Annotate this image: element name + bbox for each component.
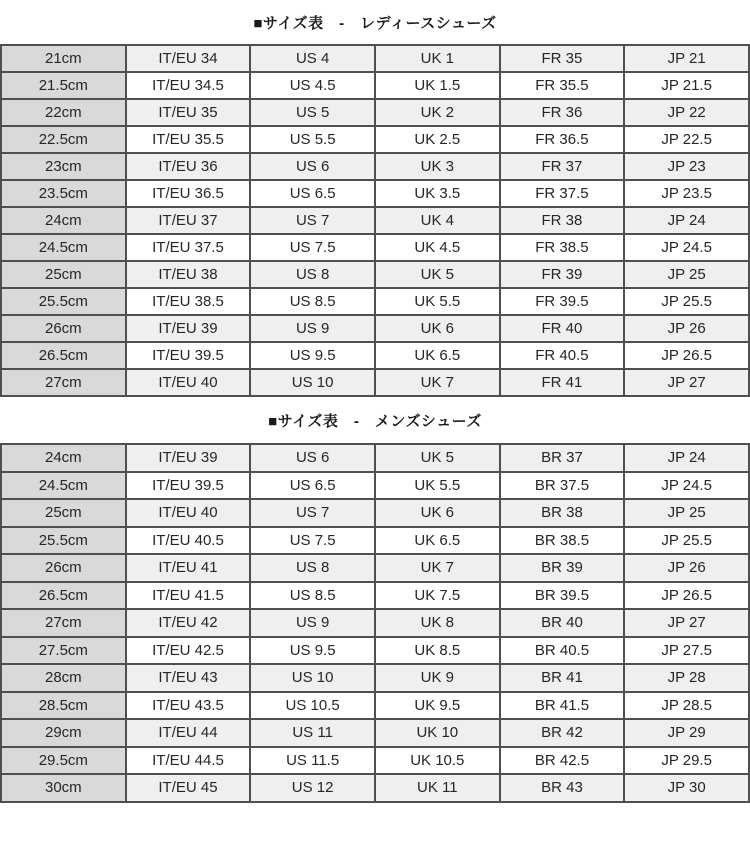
size-value-cell: IT/EU 41.5 [126, 582, 251, 610]
size-value-cell: JP 29.5 [624, 747, 749, 775]
size-cm-cell: 22.5cm [1, 126, 126, 153]
size-value-cell: BR 40 [500, 609, 625, 637]
size-value-cell: FR 41 [500, 369, 625, 396]
size-value-cell: UK 4.5 [375, 234, 500, 261]
table-row [1, 315, 749, 342]
size-value-cell: FR 36 [500, 99, 625, 126]
size-value-cell: IT/EU 43 [126, 664, 251, 692]
size-value-cell: US 8.5 [250, 582, 375, 610]
size-value-cell: JP 27 [624, 609, 749, 637]
size-value-cell: UK 6 [375, 499, 500, 527]
size-value-cell: US 8 [250, 261, 375, 288]
size-value-cell: IT/EU 40.5 [126, 527, 251, 555]
size-value-cell: JP 26 [624, 554, 749, 582]
size-cm-cell: 25cm [1, 499, 126, 527]
size-value-cell: US 10 [250, 664, 375, 692]
size-value-cell: FR 40.5 [500, 342, 625, 369]
size-value-cell: JP 24 [624, 444, 749, 472]
size-value-cell: JP 24 [624, 207, 749, 234]
size-value-cell: JP 21 [624, 45, 749, 72]
size-value-cell: BR 39 [500, 554, 625, 582]
table-row [1, 774, 749, 802]
size-value-cell: IT/EU 42 [126, 609, 251, 637]
size-value-cell: IT/EU 36.5 [126, 180, 251, 207]
size-value-cell: FR 35 [500, 45, 625, 72]
size-value-cell: US 9.5 [250, 637, 375, 665]
size-value-cell: UK 1 [375, 45, 500, 72]
size-value-cell: BR 37 [500, 444, 625, 472]
size-value-cell: IT/EU 41 [126, 554, 251, 582]
table-row [1, 180, 749, 207]
size-value-cell: UK 5 [375, 444, 500, 472]
table-row [1, 499, 749, 527]
size-cm-cell: 25.5cm [1, 527, 126, 555]
size-value-cell: US 5 [250, 99, 375, 126]
size-value-cell: JP 30 [624, 774, 749, 802]
size-value-cell: FR 40 [500, 315, 625, 342]
size-value-cell: JP 26.5 [624, 342, 749, 369]
size-cm-cell: 24cm [1, 444, 126, 472]
size-value-cell: UK 7.5 [375, 582, 500, 610]
table-row [1, 369, 749, 396]
size-value-cell: JP 28 [624, 664, 749, 692]
size-value-cell: IT/EU 34 [126, 45, 251, 72]
size-value-cell: UK 10.5 [375, 747, 500, 775]
size-value-cell: US 11.5 [250, 747, 375, 775]
size-value-cell: US 7 [250, 207, 375, 234]
table-row [1, 99, 749, 126]
size-value-cell: UK 6.5 [375, 342, 500, 369]
table-row [1, 153, 749, 180]
size-cm-cell: 26cm [1, 554, 126, 582]
size-value-cell: IT/EU 39 [126, 315, 251, 342]
table-row [1, 342, 749, 369]
size-value-cell: BR 41 [500, 664, 625, 692]
size-cm-cell: 21.5cm [1, 72, 126, 99]
table-row [1, 719, 749, 747]
size-value-cell: BR 37.5 [500, 472, 625, 500]
size-value-cell: FR 36.5 [500, 126, 625, 153]
size-value-cell: IT/EU 45 [126, 774, 251, 802]
size-value-cell: JP 21.5 [624, 72, 749, 99]
table-row [1, 664, 749, 692]
size-value-cell: US 6 [250, 444, 375, 472]
size-value-cell: BR 40.5 [500, 637, 625, 665]
size-value-cell: IT/EU 44.5 [126, 747, 251, 775]
size-value-cell: UK 5.5 [375, 288, 500, 315]
size-cm-cell: 25cm [1, 261, 126, 288]
size-value-cell: US 5.5 [250, 126, 375, 153]
size-cm-cell: 28cm [1, 664, 126, 692]
size-value-cell: US 10.5 [250, 692, 375, 720]
size-value-cell: IT/EU 43.5 [126, 692, 251, 720]
size-value-cell: IT/EU 38.5 [126, 288, 251, 315]
table-row [1, 444, 749, 472]
size-value-cell: UK 7 [375, 369, 500, 396]
size-cm-cell: 27.5cm [1, 637, 126, 665]
size-value-cell: US 4.5 [250, 72, 375, 99]
size-value-cell: BR 42 [500, 719, 625, 747]
size-value-cell: US 11 [250, 719, 375, 747]
size-value-cell: BR 38 [500, 499, 625, 527]
size-value-cell: UK 2.5 [375, 126, 500, 153]
size-value-cell: UK 9 [375, 664, 500, 692]
size-value-cell: BR 39.5 [500, 582, 625, 610]
size-value-cell: JP 26.5 [624, 582, 749, 610]
size-value-cell: BR 38.5 [500, 527, 625, 555]
size-cm-cell: 29.5cm [1, 747, 126, 775]
size-value-cell: JP 25.5 [624, 527, 749, 555]
size-value-cell: UK 4 [375, 207, 500, 234]
size-value-cell: UK 5 [375, 261, 500, 288]
size-value-cell: JP 27 [624, 369, 749, 396]
size-value-cell: IT/EU 37 [126, 207, 251, 234]
size-value-cell: JP 24.5 [624, 472, 749, 500]
table-row [1, 261, 749, 288]
table-row [1, 72, 749, 99]
size-value-cell: UK 8.5 [375, 637, 500, 665]
size-value-cell: IT/EU 40 [126, 499, 251, 527]
size-cm-cell: 27cm [1, 369, 126, 396]
ladies-size-table-title: ■サイズ表 - レディースシューズ [253, 14, 497, 32]
size-value-cell: US 10 [250, 369, 375, 396]
table-row [1, 527, 749, 555]
size-value-cell: JP 22 [624, 99, 749, 126]
size-value-cell: US 6.5 [250, 472, 375, 500]
size-value-cell: UK 5.5 [375, 472, 500, 500]
size-value-cell: FR 37 [500, 153, 625, 180]
size-value-cell: JP 25 [624, 261, 749, 288]
size-value-cell: IT/EU 44 [126, 719, 251, 747]
size-value-cell: FR 37.5 [500, 180, 625, 207]
size-value-cell: IT/EU 39 [126, 444, 251, 472]
size-value-cell: US 6.5 [250, 180, 375, 207]
size-value-cell: IT/EU 34.5 [126, 72, 251, 99]
size-value-cell: US 9 [250, 609, 375, 637]
size-cm-cell: 29cm [1, 719, 126, 747]
size-cm-cell: 21cm [1, 45, 126, 72]
size-value-cell: JP 24.5 [624, 234, 749, 261]
size-value-cell: UK 11 [375, 774, 500, 802]
size-value-cell: JP 28.5 [624, 692, 749, 720]
size-value-cell: BR 41.5 [500, 692, 625, 720]
size-value-cell: JP 29 [624, 719, 749, 747]
size-cm-cell: 28.5cm [1, 692, 126, 720]
size-value-cell: US 9.5 [250, 342, 375, 369]
table-row [1, 234, 749, 261]
size-value-cell: FR 39.5 [500, 288, 625, 315]
size-value-cell: US 6 [250, 153, 375, 180]
size-value-cell: UK 6.5 [375, 527, 500, 555]
size-value-cell: FR 38 [500, 207, 625, 234]
table-row [1, 472, 749, 500]
size-value-cell: IT/EU 36 [126, 153, 251, 180]
size-value-cell: BR 42.5 [500, 747, 625, 775]
size-value-cell: UK 3.5 [375, 180, 500, 207]
table-row [1, 609, 749, 637]
size-value-cell: IT/EU 38 [126, 261, 251, 288]
table-row [1, 554, 749, 582]
size-value-cell: UK 2 [375, 99, 500, 126]
size-value-cell: JP 23 [624, 153, 749, 180]
size-value-cell: UK 10 [375, 719, 500, 747]
size-value-cell: IT/EU 39.5 [126, 472, 251, 500]
size-value-cell: US 7.5 [250, 527, 375, 555]
mens-size-table [0, 443, 750, 803]
table-row [1, 207, 749, 234]
size-value-cell: JP 25 [624, 499, 749, 527]
size-value-cell: FR 35.5 [500, 72, 625, 99]
size-value-cell: JP 27.5 [624, 637, 749, 665]
size-value-cell: UK 6 [375, 315, 500, 342]
size-value-cell: IT/EU 35 [126, 99, 251, 126]
table-row [1, 126, 749, 153]
size-value-cell: US 8.5 [250, 288, 375, 315]
size-value-cell: IT/EU 37.5 [126, 234, 251, 261]
table-row [1, 45, 749, 72]
size-cm-cell: 23.5cm [1, 180, 126, 207]
size-cm-cell: 26.5cm [1, 582, 126, 610]
table-row [1, 637, 749, 665]
size-cm-cell: 23cm [1, 153, 126, 180]
size-cm-cell: 30cm [1, 774, 126, 802]
size-value-cell: US 7 [250, 499, 375, 527]
size-value-cell: US 8 [250, 554, 375, 582]
size-cm-cell: 27cm [1, 609, 126, 637]
size-value-cell: JP 25.5 [624, 288, 749, 315]
size-cm-cell: 26.5cm [1, 342, 126, 369]
size-cm-cell: 24.5cm [1, 472, 126, 500]
size-value-cell: FR 38.5 [500, 234, 625, 261]
size-value-cell: UK 7 [375, 554, 500, 582]
size-cm-cell: 24cm [1, 207, 126, 234]
size-cm-cell: 25.5cm [1, 288, 126, 315]
size-value-cell: IT/EU 42.5 [126, 637, 251, 665]
table-row [1, 582, 749, 610]
size-value-cell: US 12 [250, 774, 375, 802]
size-value-cell: IT/EU 40 [126, 369, 251, 396]
ladies-size-table [0, 44, 750, 397]
size-value-cell: UK 9.5 [375, 692, 500, 720]
size-value-cell: IT/EU 39.5 [126, 342, 251, 369]
size-value-cell: IT/EU 35.5 [126, 126, 251, 153]
size-value-cell: FR 39 [500, 261, 625, 288]
size-cm-cell: 22cm [1, 99, 126, 126]
size-cm-cell: 26cm [1, 315, 126, 342]
size-value-cell: UK 3 [375, 153, 500, 180]
size-value-cell: UK 8 [375, 609, 500, 637]
table-row [1, 747, 749, 775]
size-value-cell: JP 23.5 [624, 180, 749, 207]
mens-size-table-title: ■サイズ表 - メンズシューズ [268, 412, 482, 430]
table-row [1, 692, 749, 720]
size-value-cell: US 7.5 [250, 234, 375, 261]
size-cm-cell: 24.5cm [1, 234, 126, 261]
size-value-cell: JP 26 [624, 315, 749, 342]
size-value-cell: US 4 [250, 45, 375, 72]
size-value-cell: BR 43 [500, 774, 625, 802]
size-value-cell: UK 1.5 [375, 72, 500, 99]
table-row [1, 288, 749, 315]
size-value-cell: US 9 [250, 315, 375, 342]
size-value-cell: JP 22.5 [624, 126, 749, 153]
